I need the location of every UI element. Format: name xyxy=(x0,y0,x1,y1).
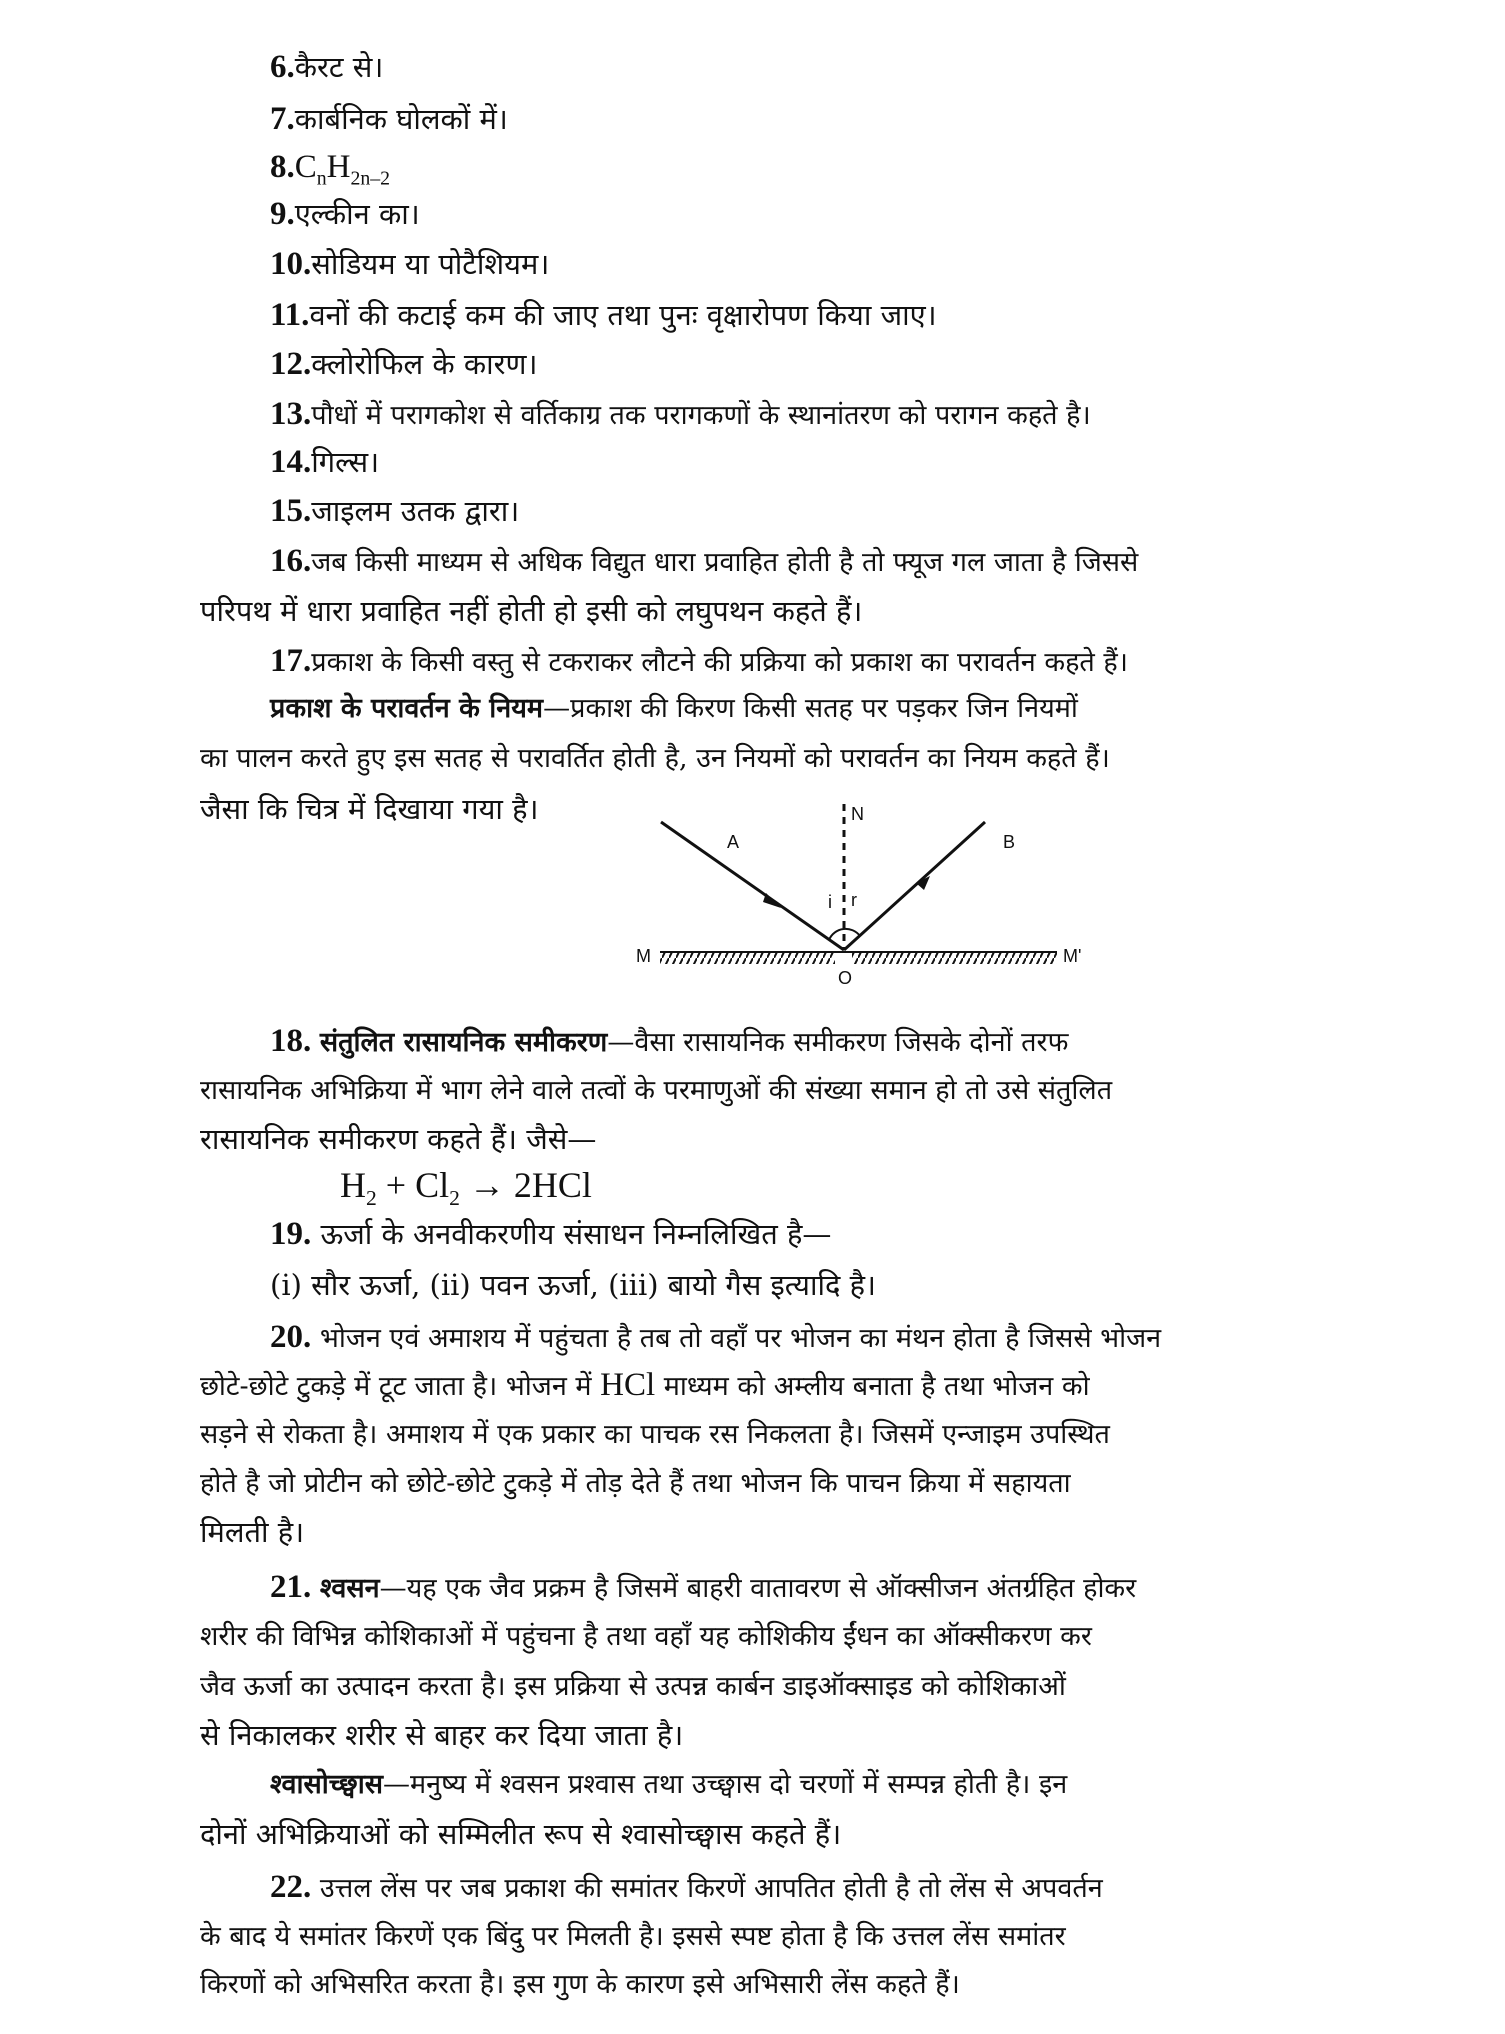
answer-21-line2: शरीर की विभिन्न कोशिकाओं में पहुंचना है तथा वहाँ यह कोशिकीय ईंधन का ऑक्सीकरण कर xyxy=(200,1621,1092,1652)
mirror-hatch-left xyxy=(660,952,835,964)
answer-6: 6.कैरट से। xyxy=(270,49,384,85)
answer-17-line1: 17.प्रकाश के किसी वस्तु से टकराकर लौटने की प्रक्रिया को प्रकाश का परावर्तन कहते हैं। xyxy=(270,643,1128,679)
answer-7: 7.कार्बनिक घोलकों में। xyxy=(270,101,508,137)
label-r: r xyxy=(851,890,857,910)
answer-10: 10.सोडियम या पोटैशियम। xyxy=(270,246,550,282)
answer-18-line3: रासायनिक समीकरण कहते हैं। जैसे— xyxy=(200,1122,597,1156)
answer-20-line2: छोटे-छोटे टुकड़े में टूट जाता है। भोजन में HCl माध्यम को अम्लीय बनाता है तथा भोजन को xyxy=(200,1367,1090,1403)
answer-20-line3: सड़ने से रोकता है। अमाशय में एक प्रकार का पाचक रस निकलता है। जिसमें एन्जाइम उपस्थित xyxy=(200,1419,1110,1450)
answer-14: 14.गिल्स। xyxy=(270,444,380,480)
mirror-hatch-right xyxy=(852,952,1057,964)
answer-20-line5: मिलती है। xyxy=(200,1515,305,1549)
answer-16-line1: 16.जब किसी माध्यम से अधिक विद्युत धारा प्रवाहित होती है तो फ्यूज गल जाता है जिससे xyxy=(270,543,1139,579)
label-a: A xyxy=(727,832,740,852)
answer-21-line5: श्वासोच्छ्वास—मनुष्य में श्वसन प्रश्वास तथा उच्छ्वास दो चरणों में सम्पन्न होती है। इन xyxy=(270,1769,1068,1800)
reflected-ray xyxy=(844,822,985,950)
incident-arrow-icon xyxy=(763,893,781,908)
answer-17-line2: प्रकाश के परावर्तन के नियम—प्रकाश की किरण किसी सतह पर पड़कर जिन नियमों xyxy=(270,693,1078,724)
reflection-diagram xyxy=(620,790,1140,990)
answer-21-line1: 21. श्वसन—यह एक जैव प्रक्रम है जिसमें बाहरी वातावरण से ऑक्सीजन अंतर्ग्रहित होकर xyxy=(270,1569,1137,1605)
answer-19-line2: (i) सौर ऊर्जा, (ii) पवन ऊर्जा, (iii) बायो गैस इत्यादि है। xyxy=(270,1268,877,1302)
answer-15: 15.जाइलम उतक द्वारा। xyxy=(270,493,520,529)
label-i: i xyxy=(828,892,832,912)
incident-ray xyxy=(661,822,844,950)
equation-h2-cl2: $H_2 + Cl_2 \to 2HCl$ xyxy=(340,1165,592,1211)
answer-21-line3: जैव ऊर्जा का उत्पादन करता है। इस प्रक्रिया से उत्पन्न कार्बन डाइऑक्साइड को कोशिकाओं xyxy=(200,1671,1066,1702)
label-n: N xyxy=(851,804,864,824)
answer-16-line2: परिपथ में धारा प्रवाहित नहीं होती हो इसी को लघुपथन कहते हैं। xyxy=(200,594,863,628)
answer-22-line2: के बाद ये समांतर किरणें एक बिंदु पर मिलती है। इससे स्पष्ट होता है कि उत्तल लेंस समांतर xyxy=(200,1921,1066,1952)
answer-21-line6: दोनों अभिक्रियाओं को सम्मिलीत रूप से श्वासोच्छ्वास कहते हैं। xyxy=(200,1817,842,1851)
label-o: O xyxy=(838,968,853,988)
answer-17-line3: का पालन करते हुए इस सतह से परावर्तित होती है, उन नियमों को परावर्तन का नियम कहते हैं। xyxy=(200,743,1110,774)
label-m-prime: M' xyxy=(1063,946,1082,966)
answer-13: 13.पौधों में परागकोश से वर्तिकाग्र तक परागकणों के स्थानांतरण को परागन कहते है। xyxy=(270,396,1091,432)
answer-8: $8.C_nH_{2n-2}$ xyxy=(270,149,391,190)
answer-17-line4: जैसा कि चित्र में दिखाया गया है। xyxy=(200,792,539,826)
answer-22-line3: किरणों को अभिसरित करता है। इस गुण के कारण इसे अभिसारी लेंस कहते हैं। xyxy=(200,1969,960,2000)
answer-21-line4: से निकालकर शरीर से बाहर कर दिया जाता है। xyxy=(200,1718,684,1752)
answer-22-line1: 22. उत्तल लेंस पर जब प्रकाश की समांतर किरणें आपतित होती है तो लेंस से अपवर्तन xyxy=(270,1869,1103,1905)
label-b: B xyxy=(1003,832,1016,852)
answer-18-line2: रासायनिक अभिक्रिया में भाग लेने वाले तत्वों के परमाणुओं की संख्या समान हो तो उसे संतुलित xyxy=(200,1075,1113,1106)
answer-9: 9.एल्कीन का। xyxy=(270,196,420,232)
answer-11: 11.वनों की कटाई कम की जाए तथा पुनः वृक्षारोपण किया जाए। xyxy=(270,297,937,333)
answer-20-line4: होते है जो प्रोटीन को छोटे-छोटे टुकड़े में तोड़ देते हैं तथा भोजन कि पाचन क्रिया में सहायता xyxy=(200,1468,1071,1499)
label-m: M xyxy=(636,946,651,966)
answer-12: 12.क्लोरोफिल के कारण। xyxy=(270,346,538,382)
answer-18-line1: 18. संतुलित रासायनिक समीकरण—वैसा रासायनिक समीकरण जिसके दोनों तरफ xyxy=(270,1023,1069,1059)
answer-20-line1: 20. भोजन एवं अमाशय में पहुंचता है तब तो वहाँ पर भोजन का मंथन होता है जिससे भोजन xyxy=(270,1319,1162,1355)
answer-19-line1: 19. ऊर्जा के अनवीकरणीय संसाधन निम्नलिखित है— xyxy=(270,1216,832,1252)
